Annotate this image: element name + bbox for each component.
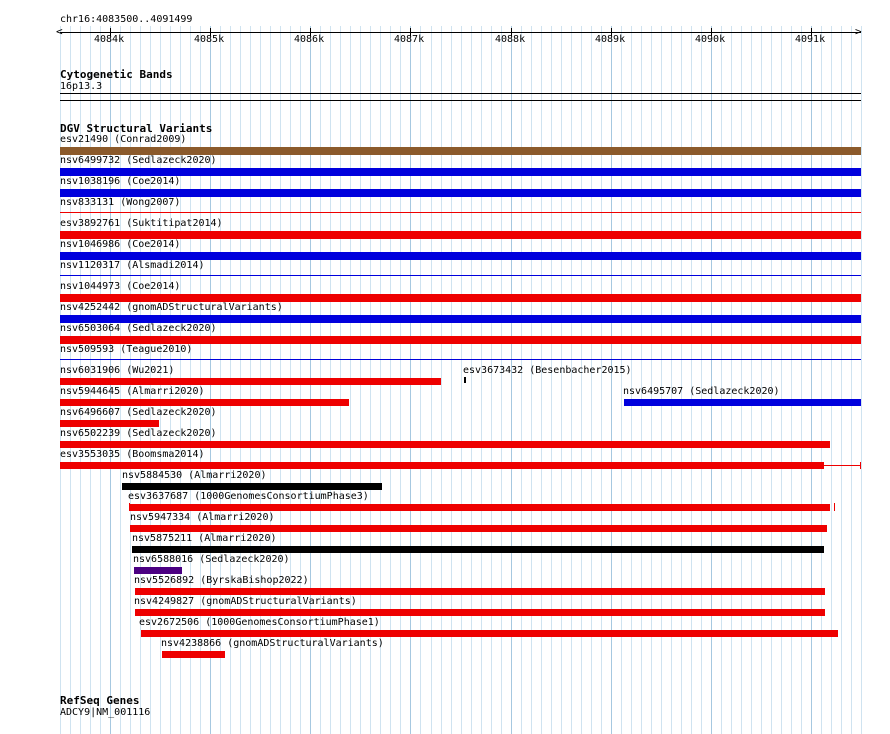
track-title-cytogenetic-bands: Cytogenetic Bands: [60, 68, 173, 81]
variant-bar[interactable]: [60, 212, 861, 213]
gene-model[interactable]: [0, 714, 890, 726]
ruler-tick-label: 4085k: [194, 34, 225, 45]
variant-label[interactable]: nsv5944645 (Almarri2020): [60, 386, 205, 397]
variant-label[interactable]: nsv4249827 (gnomADStructuralVariants): [134, 596, 357, 607]
variant-label[interactable]: nsv4238866 (gnomADStructuralVariants): [161, 638, 384, 649]
variant-label[interactable]: nsv5526892 (ByrskaBishop2022): [134, 575, 309, 586]
variant-bar[interactable]: [134, 567, 182, 574]
variant-bar[interactable]: [130, 504, 830, 511]
variant-label[interactable]: nsv6503064 (Sedlazeck2020): [60, 323, 217, 334]
variant-label[interactable]: nsv4252442 (gnomADStructuralVariants): [60, 302, 283, 313]
variant-bar[interactable]: [60, 399, 349, 406]
variant-label[interactable]: esv2672506 (1000GenomesConsortiumPhase1): [139, 617, 380, 628]
ruler-tick-label: 4086k: [294, 34, 325, 45]
ruler-tick-label: 4090k: [695, 34, 726, 45]
variant-bar[interactable]: [60, 189, 861, 196]
variant-bar[interactable]: [60, 168, 861, 175]
variant-label[interactable]: esv21490 (Conrad2009): [60, 134, 187, 145]
variant-label[interactable]: esv3553035 (Boomsma2014): [60, 449, 205, 460]
track-title-dgv: DGV Structural Variants: [60, 122, 213, 135]
variant-bar[interactable]: [135, 609, 825, 616]
ruler-tick-label: 4088k: [495, 34, 526, 45]
variant-label[interactable]: nsv6588016 (Sedlazeck2020): [133, 554, 290, 565]
variant-label[interactable]: esv3892761 (Suktitipat2014): [60, 218, 223, 229]
variant-label[interactable]: nsv5947334 (Almarri2020): [130, 512, 275, 523]
variant-bar[interactable]: [60, 252, 861, 259]
ruler-right-arrow-icon: >: [855, 25, 862, 38]
ruler-tick-label: 4087k: [394, 34, 425, 45]
variant-label[interactable]: nsv1044973 (Coe2014): [60, 281, 181, 292]
variant-bar[interactable]: [60, 315, 861, 322]
ruler-tick-label: 4091k: [795, 34, 826, 45]
variant-label[interactable]: nsv5875211 (Almarri2020): [132, 533, 277, 544]
variant-label[interactable]: nsv6496607 (Sedlazeck2020): [60, 407, 217, 418]
variant-label[interactable]: nsv6495707 (Sedlazeck2020): [623, 386, 780, 397]
variant-end-cap: [129, 503, 130, 511]
ruler-tick-label: 4084k: [94, 34, 125, 45]
gene-label[interactable]: ADCY9|NM_001116: [60, 707, 151, 718]
variant-bar[interactable]: [132, 546, 824, 553]
variant-label[interactable]: nsv5884530 (Almarri2020): [122, 470, 267, 481]
variant-bar[interactable]: [60, 420, 159, 427]
variant-bar[interactable]: [135, 588, 825, 595]
variant-bar[interactable]: [122, 483, 382, 490]
variant-label[interactable]: nsv6499732 (Sedlazeck2020): [60, 155, 217, 166]
track-title-refseq-genes: RefSeq Genes: [60, 694, 140, 707]
variant-bar[interactable]: [60, 294, 861, 301]
variant-bar[interactable]: [60, 441, 830, 448]
variant-bar[interactable]: [464, 377, 466, 383]
variant-label[interactable]: nsv1038196 (Coe2014): [60, 176, 181, 187]
variant-end-cap: [834, 503, 835, 511]
ruler-tick-label: 4089k: [595, 34, 626, 45]
variant-bar[interactable]: [60, 231, 861, 238]
variant-bar[interactable]: [130, 525, 827, 532]
cytoband-label[interactable]: 16p13.3: [60, 81, 103, 92]
variant-bar[interactable]: [624, 399, 861, 406]
variant-label[interactable]: esv3637687 (1000GenomesConsortiumPhase3): [128, 491, 369, 502]
variant-bar[interactable]: [60, 275, 861, 276]
variant-label[interactable]: esv3673432 (Besenbacher2015): [463, 365, 632, 376]
variant-end-cap: [860, 462, 861, 469]
ruler-left-arrow-icon: <: [56, 25, 63, 38]
variant-bar[interactable]: [60, 336, 861, 343]
variant-bar[interactable]: [60, 359, 861, 360]
variant-label[interactable]: nsv6502239 (Sedlazeck2020): [60, 428, 217, 439]
ruler-axis: [60, 32, 861, 33]
variant-end-cap: [60, 462, 61, 469]
variant-label[interactable]: nsv833131 (Wong2007): [60, 197, 181, 208]
variant-bar[interactable]: [60, 378, 441, 385]
variant-bar[interactable]: [60, 147, 861, 154]
variant-bar[interactable]: [141, 630, 838, 637]
variant-label[interactable]: nsv1046986 (Coe2014): [60, 239, 181, 250]
variant-extent-line: [60, 465, 861, 466]
variant-label[interactable]: nsv1120317 (Alsmadi2014): [60, 260, 205, 271]
position-label: chr16:4083500..4091499: [60, 14, 193, 25]
variant-label[interactable]: nsv509593 (Teague2010): [60, 344, 193, 355]
variant-bar[interactable]: [162, 651, 225, 658]
cytoband-bar-top: [60, 93, 861, 94]
variant-label[interactable]: nsv6031906 (Wu2021): [60, 365, 175, 376]
cytoband-bar-bottom: [60, 100, 861, 101]
